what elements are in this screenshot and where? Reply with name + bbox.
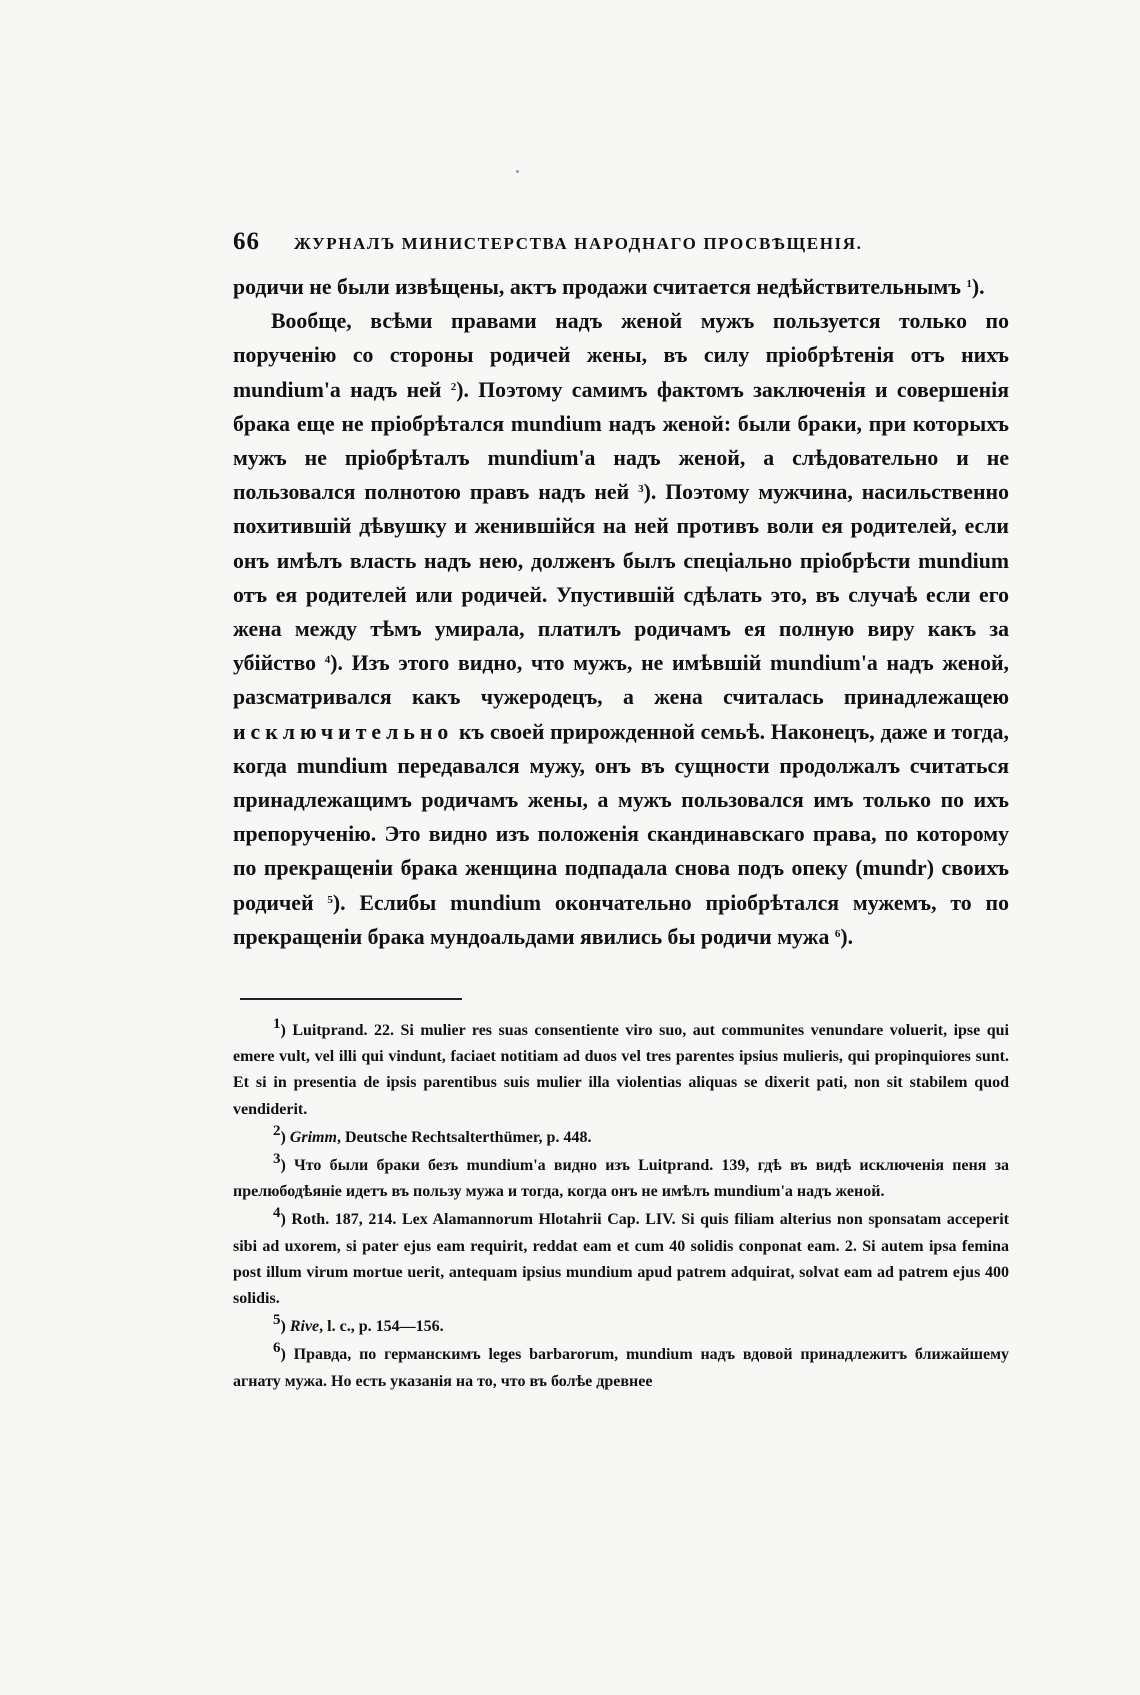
footnote-marker: 5 <box>273 1312 281 1329</box>
footnote-4 <box>233 1207 1009 1312</box>
page-number: 66 <box>233 228 260 255</box>
text-run: Вообще, всѣми правами надъ женой мужъ пользуется только по порученію со стороны родичей жены, въ силу пріобрѣтенія отъ нихъ mundium'а надъ ней <box>233 309 1009 402</box>
running-title: ЖУРНАЛЪ МИНИСТЕРСТВА НАРОДНАГО ПРОСВѢЩЕНІЯ. <box>294 234 863 253</box>
footnote-ref-6: 6 <box>834 927 841 940</box>
footnote-1 <box>233 1018 1009 1123</box>
footnote-6 <box>233 1342 1009 1394</box>
footnote-ref-1: 1 <box>966 278 972 290</box>
text-run: ). <box>971 275 985 299</box>
footnote-author: Rive <box>289 1318 320 1336</box>
footnote-text: ) Roth. 187, 214. Lex Alamannorum Hlotahrii Cap. LIV. Si quis filiam alterius non sponsatam acceperit sibi ad uxorem, si pater ejus eam requirit, reddat eam et cum 40 solidis conponat eam. 2. Si autem ipsa femina post illum virum mortue uerit, antequam ipsius mundium apud patrem adquirat, solvat eam ad patrem ejus 400 solidis. <box>233 1211 1009 1308</box>
footnote-marker: 3 <box>273 1151 281 1168</box>
footnote-text: , Deutsche Rechtsalterthümer, p. 448. <box>336 1128 592 1146</box>
footnote-ref-2: 2 <box>450 380 457 393</box>
footnote-marker: 2 <box>273 1122 281 1139</box>
footnote-ref-5: 5 <box>327 893 333 906</box>
footnote-5: $^5$) Rive, l. c., p. 154—156. <box>273 1312 444 1336</box>
footnote-text: ) Что были браки безъ mundium'а видно изъ Luitprand. 139, гдѣ въ видѣ исключенія пеня за прелюбодѣяніе идетъ въ пользу мужа и тогда, когда онъ не имѣлъ mundium'а надъ женой. <box>233 1157 1009 1201</box>
paragraph-1 <box>233 270 1009 304</box>
footnote-text: , l. c., p. 154—156. <box>319 1318 444 1336</box>
footnote-ref-4: 4 <box>324 654 331 667</box>
footnote-marker: 4 <box>273 1205 281 1222</box>
text-run: ). Еслибы mundium окончательно пріобрѣтался мужемъ, то по прекращеніи брака мундоальдами явились бы родичи мужа <box>233 890 1009 949</box>
main-text <box>233 270 1009 954</box>
footnote-marker: 1 <box>273 1016 281 1032</box>
footnote-author: Grimm <box>289 1128 337 1146</box>
paper-speck <box>516 170 519 173</box>
footnote-3 <box>233 1153 1009 1205</box>
footnote-marker: 6 <box>273 1340 281 1357</box>
footnote-ref-3: 3 <box>638 483 644 496</box>
page-header <box>233 228 1013 256</box>
text-run: родичи не были извѣщены, актъ продажи считается недѣйствительнымъ <box>233 275 961 299</box>
paragraph-2 <box>233 304 1009 954</box>
text-run: ). <box>840 924 854 949</box>
footnote-2: $^2$) Grimm, Deutsche Rechtsalterthümer, p. 448. <box>273 1122 592 1146</box>
footnotes <box>233 1018 1009 1397</box>
text-run: къ своей прирожденной семьѣ. Наконецъ, даже и тогда, когда mundium передавался мужу, онъ въ сущности продолжалъ считаться принадлежащимъ родичамъ жены, а мужъ пользовался имъ только по ихъ препорученію. Это видно изъ положенія скандинавскаго права, по которому по прекращеніи брака женщина подпадала снова подъ опеку (mundr) своихъ родичей <box>233 719 1010 915</box>
text-run: ). Изъ этого видно, что мужъ, не имѣвшій mundium'а надъ женой, разсматривался какъ чужеродецъ, а жена считалась принадлежащею <box>233 651 1009 710</box>
text-run: ). Поэтому самимъ фактомъ заключенія и совершенія брака еще не пріобрѣтался mundium надъ женой: были браки, при которыхъ мужъ не пріобрѣталъ mundium'а надъ женой, а слѣдовательно и не пользовался полнотою правъ надъ ней <box>233 377 1010 505</box>
emphasized-word: исключительно <box>233 719 454 744</box>
footnote-divider <box>240 998 462 1000</box>
footnote-text: ) Luitprand. 22. Si mulier res suas consentiente viro suo, aut communites venundare voluerit, ipse qui emere vult, vel illi qui vindunt, faciaet notitiam ad duos vel tres parentes ipsius mulieris, qui propinquiores sunt. Et si in presentia de ipsis parentibus suis mulier illa violentias aliquas se dixerit pati, non sit stabilem quod vendiderit. <box>233 1022 1009 1118</box>
footnote-text: ) Правда, по германскимъ leges barbarorum, mundium надъ вдовой принадлежитъ ближайшему агнату мужа. Но есть указанія на то, что въ болѣе древнее <box>233 1346 1009 1390</box>
text-run: ). Поэтому мужчина, насильственно похитившій дѣвушку и женившійся на ней противъ воли ея родителей, если онъ имѣлъ власть надъ нею, долженъ былъ спеціально пріобрѣсти mundium отъ ея родителей или родичей. Упустившій сдѣлать это, въ случаѣ если его жена между тѣмъ умирала, платилъ родичамъ ея полную виру какъ за убійство <box>233 480 1009 676</box>
